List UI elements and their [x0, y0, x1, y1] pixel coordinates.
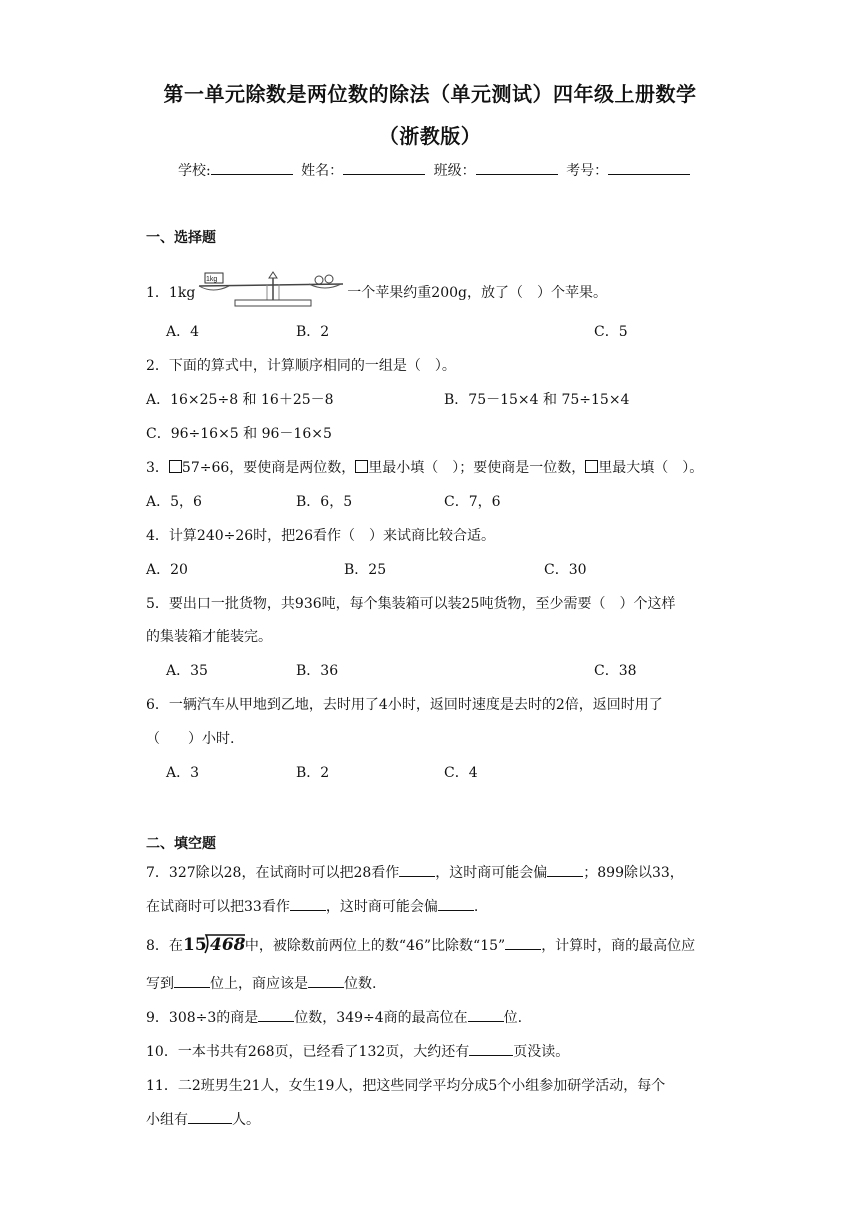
- q2-option-b[interactable]: B．75－15×4 和 75÷15×4: [444, 392, 630, 408]
- q1-option-b[interactable]: B．2: [296, 324, 330, 340]
- school-blank[interactable]: [211, 161, 293, 175]
- q8-blank-2[interactable]: [174, 975, 210, 988]
- class-blank[interactable]: [476, 161, 558, 175]
- exam-number-label: 考号：: [566, 163, 609, 179]
- q1-number: 1．: [146, 285, 169, 301]
- page-title: 第一单元除数是两位数的除法（单元测试）四年级上册数学: [163, 82, 697, 106]
- q10-blank[interactable]: [469, 1043, 513, 1056]
- question-6-line-2: （ ）小时.: [146, 731, 235, 747]
- question-3: 3． 57÷66，要使商是两位数， 里最小填（ ）；要使商是一位数， 里最大填（ ）。: [146, 460, 704, 476]
- q8-blank-3[interactable]: [308, 975, 344, 988]
- q6-option-b[interactable]: B．2: [296, 765, 330, 781]
- q3-option-c[interactable]: C．7，6: [444, 494, 501, 510]
- q4-option-a[interactable]: A．20: [146, 562, 188, 578]
- question-1: [146, 270, 607, 316]
- question-2: 2．下面的算式中，计算顺序相同的一组是（ ）。: [146, 358, 456, 374]
- class-label: 班级：: [433, 163, 476, 179]
- q4-option-c[interactable]: C．30: [544, 562, 587, 578]
- q9-blank-2[interactable]: [468, 1009, 504, 1022]
- q3-digit-box: [585, 460, 598, 473]
- q3-option-a[interactable]: A．5，6: [146, 494, 202, 510]
- question-8-line-1: 8．在 15 468 中，被除数前两位上的数“46”比除数“15” ，计算时，商的最高位应: [146, 933, 695, 959]
- q4-option-b[interactable]: B．25: [344, 562, 387, 578]
- long-division-image: [183, 933, 245, 959]
- school-label: 学校:: [178, 163, 211, 179]
- question-8-line-2: 写到 位上，商应该是 位数.: [146, 976, 377, 992]
- question-11-line-1: 11．二2班男生21人，女生19人，把这些同学平均分成5个小组参加研学活动，每个: [146, 1078, 666, 1094]
- division-divisor: 15: [182, 935, 207, 955]
- q7-blank-1[interactable]: [399, 864, 435, 877]
- q7-blank-2[interactable]: [547, 864, 583, 877]
- q2-option-c[interactable]: C．96÷16×5 和 96－16×5: [146, 426, 332, 442]
- q1-pre: 1kg: [168, 285, 196, 301]
- q6-option-a[interactable]: A．3: [166, 765, 200, 781]
- q1-post: 一个苹果约重200g，放了（ ）个苹果。: [347, 285, 607, 301]
- q5-option-b[interactable]: B．36: [296, 663, 339, 679]
- q3-digit-box: [355, 460, 368, 473]
- scale-weight-label: 1kg: [206, 276, 218, 283]
- q2-option-a[interactable]: A．16×25÷8 和 16＋25－8: [146, 392, 334, 408]
- q3-digit-box: [169, 460, 182, 473]
- question-5-line-2: 的集装箱才能装完。: [146, 629, 272, 645]
- q6-option-c[interactable]: C．4: [444, 765, 478, 781]
- name-label: 姓名：: [301, 163, 344, 179]
- question-9: 9．308÷3的商是 位数，349÷4商的最高位在 位.: [146, 1010, 523, 1026]
- name-blank[interactable]: [343, 161, 425, 175]
- question-4: 4．计算240÷26时，把26看作（ ）来试商比较合适。: [146, 528, 495, 544]
- q1-option-a[interactable]: A．4: [166, 324, 200, 340]
- question-7-line-1: 7．327除以28，在试商时可以把28看作 ，这时商可能会偏 ；899除以33，: [146, 865, 684, 881]
- section-choice-heading: 一、选择题: [146, 230, 216, 246]
- q1-option-c[interactable]: C．5: [594, 324, 628, 340]
- q9-blank-1[interactable]: [258, 1009, 294, 1022]
- balance-scale-image: [195, 270, 347, 316]
- q3-option-b[interactable]: B．6，5: [296, 494, 353, 510]
- question-11-line-2: 小组有 人。: [146, 1112, 260, 1128]
- question-5-line-1: 5．要出口一批货物，共936吨，每个集装箱可以装25吨货物，至少需要（ ）个这样: [146, 596, 676, 612]
- q11-blank[interactable]: [188, 1111, 232, 1124]
- question-6-line-1: 6．一辆汽车从甲地到乙地，去时用了4小时，返回时速度是去时的2倍，返回时用了: [146, 697, 663, 713]
- q7-blank-4[interactable]: [438, 898, 474, 911]
- exam-number-blank[interactable]: [608, 161, 690, 175]
- student-info-row: [178, 160, 694, 180]
- q7-blank-3[interactable]: [290, 898, 326, 911]
- section-fill-heading: 二、填空题: [146, 836, 216, 852]
- question-7-line-2: 在试商时可以把33看作 ，这时商可能会偏 .: [146, 899, 479, 915]
- q5-option-c[interactable]: C．38: [594, 663, 637, 679]
- question-10: 10．一本书共有268页，已经看了132页，大约还有 页没读。: [146, 1044, 570, 1060]
- q5-option-a[interactable]: A．35: [166, 663, 208, 679]
- page-subtitle: （浙教版）: [378, 124, 482, 148]
- q8-blank-1[interactable]: [505, 937, 541, 950]
- division-dividend: 468: [209, 935, 245, 955]
